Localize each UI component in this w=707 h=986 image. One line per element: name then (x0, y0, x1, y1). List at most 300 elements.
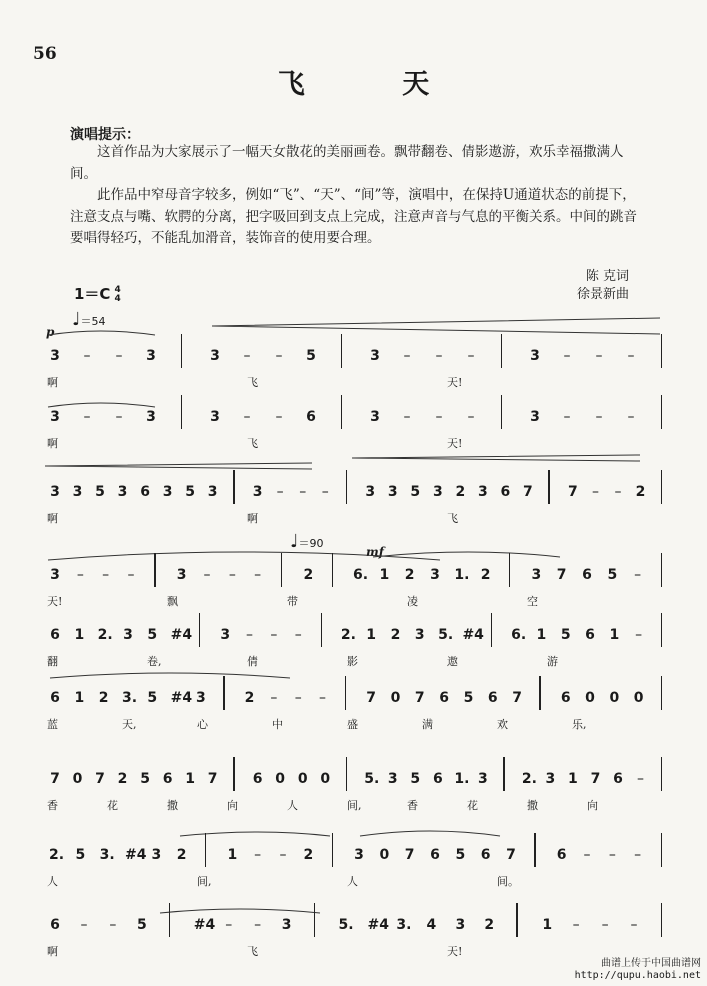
note: 6 (140, 484, 150, 500)
note: 3 (72, 484, 83, 500)
page-title: 飞 天 (277, 69, 474, 100)
note: 0 (275, 771, 286, 787)
note: #4 (170, 690, 193, 706)
note: 1 (379, 567, 390, 583)
note: 2 (303, 567, 314, 583)
note: 1 (542, 917, 553, 933)
duration-dash: – (627, 409, 635, 425)
lyric-syllable: 天, (122, 718, 137, 731)
note: 5 (147, 690, 158, 706)
note: 0 (379, 847, 390, 863)
lyric-syllable: 人 (47, 875, 58, 888)
bar-line (233, 470, 234, 504)
lyric-syllable: 盛 (347, 718, 358, 731)
score-line (45, 771, 667, 811)
note: 5 (607, 567, 618, 583)
quarter-note-icon: ♩ (290, 531, 299, 552)
bar-line (548, 470, 549, 504)
note: 3 (387, 484, 398, 500)
meter-top: 4 (114, 284, 121, 295)
note: 5 (306, 348, 316, 364)
lyric-syllable: 飞 (447, 512, 458, 525)
tips-paragraph: 这首作品为大家展示了一幅天女散花的美丽画卷。飘带翻卷、倩影遨游，欢乐幸福撒满人间。 (70, 144, 624, 182)
lyric-syllable: 香 (407, 799, 418, 812)
note: 3 (123, 627, 133, 643)
note: 3. (99, 847, 115, 863)
note: 2 (244, 690, 255, 706)
note: 5 (463, 690, 474, 706)
dynamic-mf: mf (366, 545, 384, 559)
note: 3 (207, 484, 218, 500)
tie-slur (50, 673, 290, 678)
note: 3 (252, 484, 263, 500)
note: 3 (432, 484, 443, 500)
bar-line (181, 334, 182, 368)
duration-dash: – (403, 348, 411, 364)
duration-dash: – (225, 917, 233, 933)
note: 3 (365, 484, 376, 500)
note: 6 (430, 847, 440, 863)
duration-dash: – (102, 567, 110, 583)
note: 2 (635, 484, 646, 500)
bar-line (661, 334, 662, 368)
note: 4 (426, 917, 437, 933)
duration-dash: – (243, 409, 251, 425)
duration-dash: – (228, 567, 236, 583)
duration-dash: – (467, 348, 475, 364)
note: 6 (487, 690, 498, 706)
composer-credit: 徐景新曲 (576, 287, 629, 302)
note: 3 (146, 409, 156, 425)
lyric-syllable: 蓝 (47, 718, 58, 731)
note: 6 (560, 690, 571, 706)
lyric-syllable: 卷, (147, 655, 162, 668)
bar-line (539, 676, 540, 710)
duration-dash: – (127, 567, 135, 583)
bar-line (169, 903, 170, 937)
bar-line (223, 676, 224, 710)
bar-line (661, 613, 662, 647)
score-line (45, 690, 667, 730)
note: 0 (390, 690, 401, 706)
duration-dash: – (115, 409, 123, 425)
lyric-syllable: 天! (447, 945, 463, 958)
note: #4 (462, 627, 484, 643)
duration-dash: – (276, 484, 284, 500)
duration-dash: – (203, 567, 211, 583)
note: 3 (387, 771, 398, 787)
note: 5 (455, 847, 466, 863)
bar-line (534, 833, 535, 867)
lyric-syllable: 间, (197, 875, 212, 888)
tie-slur (160, 909, 320, 913)
tie-slur (360, 831, 500, 836)
duration-dash: – (76, 567, 84, 583)
lyric-syllable: 飘 (167, 595, 178, 608)
tie-slur (180, 832, 330, 836)
bar-line (516, 903, 517, 937)
lyric-syllable: 带 (287, 595, 298, 608)
duration-dash: – (319, 690, 327, 706)
note: 2. (49, 847, 65, 863)
note: #4 (193, 917, 216, 933)
bar-line (661, 903, 662, 937)
note: 2. (340, 627, 356, 643)
note: 3 (531, 567, 542, 583)
note: 5 (560, 627, 571, 643)
bar-line (345, 676, 346, 710)
lyric-syllable: 乐, (572, 718, 587, 731)
lyric-syllable: 心 (197, 718, 208, 731)
bar-line (346, 757, 347, 791)
lyric-syllable: 影 (347, 655, 358, 668)
lyric-syllable: 啊 (47, 376, 58, 389)
note: 3 (196, 690, 206, 706)
duration-dash: – (270, 690, 278, 706)
duration-dash: – (83, 409, 91, 425)
note: 6. (353, 567, 369, 583)
lyric-syllable: 人 (287, 799, 298, 812)
tie-slur (48, 403, 155, 407)
duration-dash: – (275, 348, 283, 364)
duration-dash: – (627, 348, 635, 364)
lyric-syllable: 空 (527, 595, 538, 608)
duration-dash: – (595, 409, 603, 425)
bar-line (661, 395, 662, 429)
note: 7 (523, 484, 533, 500)
note: 3 (354, 847, 364, 863)
meter-bottom: 4 (114, 293, 121, 304)
note: 3 (50, 409, 60, 425)
note: 3 (151, 847, 162, 863)
note: 7 (95, 771, 105, 787)
tie-slur (373, 552, 560, 557)
note: 3 (477, 771, 488, 787)
duration-dash: – (595, 348, 603, 364)
lyric-syllable: 间, (347, 799, 362, 812)
note: 3 (530, 409, 540, 425)
duration-dash: – (608, 847, 616, 863)
bar-line (181, 395, 182, 429)
lyric-syllable: 倩 (247, 655, 258, 668)
duration-dash: – (467, 409, 475, 425)
bar-line (341, 395, 342, 429)
lyric-syllable: 啊 (47, 945, 58, 958)
duration-dash: – (614, 484, 622, 500)
note: 2 (484, 917, 495, 933)
note: 2 (303, 847, 314, 863)
note: 2 (404, 567, 415, 583)
duration-dash: – (299, 484, 307, 500)
lyric-syllable: 花 (467, 799, 478, 812)
lyric-syllable: 撒 (527, 799, 538, 812)
note: 3 (162, 484, 173, 500)
note: 6 (613, 771, 623, 787)
note: 5. (438, 627, 454, 643)
lyric-syllable: 凌 (407, 595, 418, 608)
duration-dash: – (591, 484, 599, 500)
bar-line (341, 334, 342, 368)
bar-line (503, 757, 504, 791)
duration-dash: – (254, 917, 262, 933)
lyric-syllable: 花 (107, 799, 118, 812)
note: 5 (410, 484, 421, 500)
note: 2. (521, 771, 537, 787)
note: 6 (439, 690, 449, 706)
note: 5 (147, 627, 158, 643)
note: #4 (170, 627, 193, 643)
duration-dash: – (321, 484, 329, 500)
bar-line (491, 613, 492, 647)
duration-dash: – (254, 567, 262, 583)
bar-line (154, 553, 155, 587)
note: 1 (74, 627, 85, 643)
duration-dash: – (246, 627, 254, 643)
note: 7 (50, 771, 60, 787)
note: 1 (366, 627, 377, 643)
bar-line (661, 757, 662, 791)
note: 7 (512, 690, 522, 706)
note: 3 (370, 348, 380, 364)
note: 2 (480, 567, 491, 583)
note: 3 (530, 348, 540, 364)
quarter-note-icon: ♩ (72, 309, 81, 330)
footer-watermark (575, 958, 701, 982)
note: 2 (176, 847, 187, 863)
lyric-syllable: 翻 (47, 655, 58, 668)
note: 6 (556, 847, 567, 863)
duration-dash: – (630, 917, 638, 933)
lyric-syllable: 中 (272, 718, 283, 731)
lyric-syllable: 间。 (497, 875, 519, 888)
duration-dash: – (435, 409, 443, 425)
note: 7 (414, 690, 425, 706)
duration-dash: – (635, 627, 643, 643)
note: 3 (50, 567, 60, 583)
note: 3. (121, 690, 138, 706)
lyric-syllable: 飞 (247, 376, 258, 389)
note: 1 (568, 771, 578, 787)
crescendo-hairpin (45, 463, 312, 469)
duration-dash: – (115, 348, 123, 364)
lyric-syllable: 啊 (47, 437, 58, 450)
duration-dash: – (403, 409, 411, 425)
note: 7 (366, 690, 377, 706)
note: 6. (511, 627, 527, 643)
bar-line (661, 833, 662, 867)
note: 1 (609, 627, 620, 643)
score-line (45, 917, 667, 957)
lyric-syllable: 啊 (47, 512, 58, 525)
note: 1 (536, 627, 547, 643)
note: 5. (338, 917, 354, 933)
note: #4 (125, 847, 147, 863)
key-text: 1＝C (74, 285, 111, 303)
note: 6 (480, 847, 491, 863)
bar-line (501, 395, 502, 429)
duration-dash: – (294, 627, 302, 643)
score-line (45, 409, 667, 449)
bar-line (332, 553, 333, 587)
note: 6 (582, 567, 592, 583)
score-line (45, 847, 667, 887)
duration-dash: – (563, 348, 571, 364)
duration-dash: – (634, 847, 642, 863)
bar-line (501, 334, 502, 368)
note: 5 (185, 484, 195, 500)
bar-line (661, 470, 662, 504)
score-line (45, 627, 667, 667)
note: 0 (585, 690, 595, 706)
note: 1 (74, 690, 85, 706)
note: 3 (370, 409, 380, 425)
note: 3 (545, 771, 556, 787)
duration-dash: – (80, 917, 88, 933)
note: 5 (140, 771, 150, 787)
duration-dash: – (563, 409, 571, 425)
note: 3 (220, 627, 231, 643)
note: 0 (320, 771, 331, 787)
bar-line (661, 553, 662, 587)
note: 3 (281, 917, 292, 933)
note: 6 (306, 409, 316, 425)
note: 0 (297, 771, 308, 787)
note: 6 (162, 771, 173, 787)
bar-line (205, 833, 206, 867)
lyric-syllable: 飞 (247, 437, 258, 450)
note: 5 (95, 484, 105, 500)
lyric-syllable: 天! (47, 595, 63, 608)
note: 3 (414, 627, 425, 643)
note: 3 (477, 484, 488, 500)
duration-dash: – (634, 567, 642, 583)
note: 5 (410, 771, 421, 787)
page-number: 56 (33, 44, 57, 64)
duration-dash: – (435, 348, 443, 364)
duration-dash: – (636, 771, 644, 787)
note: 5 (75, 847, 86, 863)
lyric-syllable: 遨 (447, 655, 458, 668)
lyric-syllable: 欢 (497, 718, 508, 731)
duration-dash: – (583, 847, 591, 863)
note: 3 (210, 409, 220, 425)
note: 3 (210, 348, 220, 364)
note: 6 (50, 690, 60, 706)
note: 3 (50, 348, 60, 364)
lyric-syllable: 游 (547, 655, 558, 668)
footer-url: http://qupu.haobi.net (574, 970, 701, 981)
tips-heading: 演唱提示： (70, 127, 140, 143)
tie-slur (48, 331, 155, 335)
note: 3 (430, 567, 440, 583)
lyric-syllable: 飞 (247, 945, 258, 958)
note: 0 (72, 771, 83, 787)
note: 5 (136, 917, 147, 933)
dynamic-p: p (46, 325, 55, 339)
note: 5. (364, 771, 380, 787)
duration-dash: – (109, 917, 117, 933)
note: 1 (227, 847, 238, 863)
note: 2 (98, 690, 109, 706)
note: #4 (367, 917, 389, 933)
note: 7 (506, 847, 516, 863)
bar-line (321, 613, 322, 647)
note: 6 (500, 484, 511, 500)
note: 7 (556, 567, 567, 583)
bar-line (314, 903, 315, 937)
lyric-syllable: 满 (422, 718, 433, 731)
bar-line (199, 613, 200, 647)
duration-dash: – (254, 847, 262, 863)
lyric-syllable: 向 (587, 799, 598, 812)
bar-line (346, 470, 347, 504)
note: 7 (207, 771, 218, 787)
bar-line (332, 833, 333, 867)
duration-dash: – (275, 409, 283, 425)
note: 0 (633, 690, 644, 706)
lyric-syllable: 天! (447, 437, 463, 450)
bar-line (509, 553, 510, 587)
note: 3 (117, 484, 128, 500)
note: 3 (176, 567, 187, 583)
duration-dash: – (83, 348, 91, 364)
note: 0 (609, 690, 620, 706)
bar-line (281, 553, 282, 587)
note: 6 (50, 917, 60, 933)
lyric-syllable: 天! (447, 376, 463, 389)
bar-line (233, 757, 234, 791)
note: 3 (455, 917, 466, 933)
duration-dash: – (294, 690, 302, 706)
duration-dash: – (243, 348, 251, 364)
duration-dash: – (279, 847, 287, 863)
lyricist-credit: 陈 克词 (585, 269, 629, 284)
score-line (45, 567, 667, 607)
note: 2 (390, 627, 401, 643)
lyric-syllable: 向 (227, 799, 238, 812)
lyric-syllable: 啊 (247, 512, 258, 525)
duration-dash: – (572, 917, 580, 933)
score-line (45, 484, 667, 524)
note: 3. (396, 917, 412, 933)
crescendo-hairpin (352, 455, 640, 461)
duration-dash: – (601, 917, 609, 933)
footer-line: 曲谱上传于中国曲谱网 (601, 958, 701, 969)
lyric-syllable: 人 (347, 875, 358, 888)
note: 6 (432, 771, 443, 787)
note: 1. (454, 567, 470, 583)
note: 1 (185, 771, 195, 787)
lyric-syllable: 香 (47, 799, 58, 812)
note: 3 (50, 484, 60, 500)
lyric-syllable: 撒 (167, 799, 178, 812)
tempo-value: ＝54 (80, 315, 106, 328)
note: 1. (454, 771, 470, 787)
score-line (45, 348, 667, 388)
note: 6 (50, 627, 60, 643)
note: 2. (97, 627, 113, 643)
tips-paragraph: 此作品中窄母音字较多，例如“飞”、“天”、“间”等，演唱中，在保持U通道状态的前提下，注意支点与嘴、软腭的分离，把字吸回到支点上完成，注意声音与气息的平衡关系。中间的跳音要唱得轻巧，不能乱加滑音，装饰音的使用要合理。 (70, 187, 637, 246)
note: 6 (585, 627, 595, 643)
note: 7 (404, 847, 415, 863)
note: 2 (117, 771, 128, 787)
note: 7 (590, 771, 601, 787)
note: 6 (252, 771, 263, 787)
note: 2 (455, 484, 466, 500)
note: 7 (568, 484, 578, 500)
bar-line (661, 676, 662, 710)
tempo-value: ＝90 (298, 537, 324, 550)
